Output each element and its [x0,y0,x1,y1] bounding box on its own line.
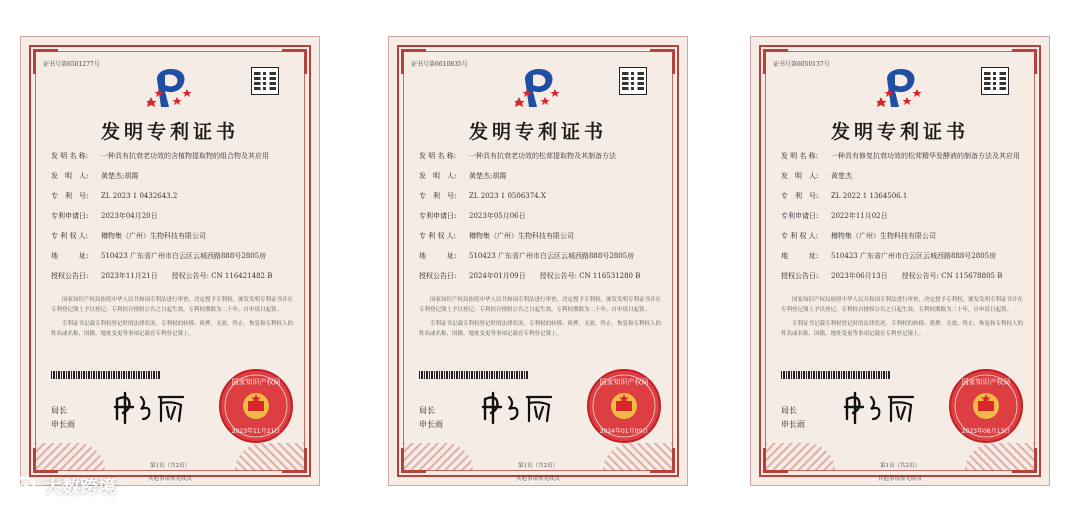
field-row [419,151,667,161]
patent-certificate [20,36,320,486]
body-paragraph: 国家知识产权局依照中华人民共和国专利法进行审查，决定授予专利权，颁发发明专利证书并在专利登记簿上予以登记。专利权自授权公告之日起生效。专利权期限为二十年，自申请日起算。 [51,297,294,313]
field-label: 专利申请日: [781,212,819,220]
field-value: 2022年11月02日 [831,212,888,220]
certificate-fields [419,151,667,291]
body-paragraph: 国家知识产权局依照中华人民共和国专利法进行审查，决定授予专利权，颁发发明专利证书并在专利登记簿上予以登记。专利权自授权公告之日起生效。专利权期限为二十年，自申请日起算。 [419,297,662,313]
field-label: 地 址: [419,252,457,260]
corner-ornament [1012,49,1037,74]
field-label: 专 利 权 人: [419,232,457,240]
field-row [419,211,667,221]
body-paragraph: 专利证书记载专利权登记时的法律状况。专利权的转移、质押、无效、终止、恢复和专利权人的姓名或名称、国籍、地址变更等事项记载在专利登记簿上。 [419,321,662,337]
certificate-title: 发明专利证书 [830,121,969,143]
field-row [781,191,1029,201]
director-signature [843,389,919,425]
field-row [419,271,667,281]
field-row [51,211,299,221]
field-value: ZL 2022 1 1364506.1 [831,192,908,200]
field-value: 一种具有修复抗衰功效的松茸精华发酵液的制备方法及其应用 [831,152,1020,160]
page-number: 第1页（共2页） [880,463,920,469]
field-label: 专 利 权 人: [781,232,819,240]
field-value: 510423 广东省广州市白云区云城西路888号2805房 [831,252,997,260]
certificate-number: 证书号第6050137号 [773,61,830,68]
field-value: 樽物集（广州）生物科技有限公司 [469,232,574,240]
footer-note: 其他事项参见续页 [147,476,192,482]
field-row [51,151,299,161]
director-title: 局长 [51,406,67,415]
certificate-title: 发明专利证书 [100,121,239,143]
field-label: 授权公告日: [51,272,89,280]
field-label: 发 明 人: [781,172,819,180]
certificate-fields [781,151,1029,291]
svg-text:国家知识产权局: 国家知识产权局 [599,378,649,386]
body-paragraph: 专利证书记载专利权登记时的法律状况。专利权的转移、质押、无效、终止、恢复和专利权人的姓名或名称、国籍、地址变更等事项记载在专利登记簿上。 [781,321,1024,337]
patent-certificate [388,36,688,486]
field-value: 510423 广东省广州市白云区云城西路888号2805房 [469,252,635,260]
svg-text:国家知识产权局: 国家知识产权局 [231,378,281,386]
certificate-fields [51,151,299,291]
director-name: 申长雨 [781,420,805,429]
cnipa-emblem-icon [147,63,195,111]
field-value: 樽物集（广州）生物科技有限公司 [831,232,936,240]
field-value: 2023年05月06日 [469,212,526,220]
field-label: 授权公告日: [419,272,457,280]
page-number: 第1页（共2页） [150,463,190,469]
field-row [781,171,1029,181]
field-value: ZL 2023 1 0506374.X [469,192,546,200]
field-value: 一种具有抗衰老功效的松茸提取物及其制备方法 [469,152,616,160]
field-row [419,251,667,261]
barcode [51,371,161,379]
director-title: 局长 [419,406,435,415]
official-seal [217,367,295,445]
certificate-body [51,295,297,343]
official-seal [947,367,1025,445]
field-row [781,151,1029,161]
footer-note: 其他事项参见续页 [877,476,922,482]
field-row [51,191,299,201]
field-label: 专利申请日: [419,212,457,220]
field-label: 专 利 权 人: [51,232,89,240]
field-label: 专利申请日: [51,212,89,220]
svg-text:2024年01月09日: 2024年01月09日 [599,428,649,435]
patent-certificate [750,36,1050,486]
certificate-number: 证书号第6501277号 [43,61,100,68]
director-title: 局长 [781,406,797,415]
director-name: 申长雨 [419,420,443,429]
field-row [781,271,1029,281]
barcode [781,371,891,379]
field-row [781,251,1029,261]
page-number: 第1页（共2页） [518,463,558,469]
field-value: 黄楚杰 [831,172,852,180]
field-row [51,271,299,281]
svg-text:2023年11月21日: 2023年11月21日 [231,428,281,435]
field-value: ZL 2023 1 0432643.2 [101,192,178,200]
director-signature [481,389,557,425]
body-paragraph: 专利证书记载专利权登记时的法律状况。专利权的转移、质押、无效、终止、恢复和专利权人的姓名或名称、国籍、地址变更等事项记载在专利登记簿上。 [51,321,294,337]
field-value: 2024年01月09日 授权公告号: CN 116531280 B [469,272,641,280]
field-value: 一种具有抗衰老功效的含植物提取物的组合物及其应用 [101,152,269,160]
footer-note: 其他事项参见续页 [515,476,560,482]
certificate-number: 证书号第6610835号 [411,61,468,68]
field-value: 樽物集（广州）生物科技有限公司 [101,232,206,240]
field-label: 授权公告日: [781,272,819,280]
director-signature [113,389,189,425]
field-value: 510423 广东省广州市白云区云城西路888号2805房 [101,252,267,260]
field-row [781,231,1029,241]
field-label: 发 明 名 称: [781,152,819,160]
director-name: 申长雨 [51,420,75,429]
field-label: 发 明 名 称: [419,152,457,160]
body-paragraph: 国家知识产权局依照中华人民共和国专利法进行审查，决定授予专利权，颁发发明专利证书并在专利登记簿上予以登记。专利权自授权公告之日起生效。专利权期限为二十年，自申请日起算。 [781,297,1024,313]
svg-text:国家知识产权局: 国家知识产权局 [961,378,1011,386]
barcode [419,371,529,379]
certificate-body [781,295,1027,343]
field-label: 发 明 人: [419,172,457,180]
field-value: 2023年04月20日 [101,212,158,220]
field-row [419,191,667,201]
official-seal [585,367,663,445]
brand-logo-icon [8,474,38,498]
svg-text:2023年06月13日: 2023年06月13日 [961,428,1011,435]
field-label: 专 利 号: [51,192,89,200]
field-value: 2023年06月13日 授权公告号: CN 115678805 B [831,272,1003,280]
field-label: 发 明 名 称: [51,152,89,160]
field-value: 黄楚杰;胡霞 [101,172,139,180]
field-value: 黄楚杰;胡霞 [469,172,507,180]
field-label: 发 明 人: [51,172,89,180]
field-label: 地 址: [51,252,89,260]
field-row [51,171,299,181]
brand-watermark [8,472,116,500]
qr-code [619,67,647,95]
corner-ornament [282,49,307,74]
certificate-body [419,295,665,343]
brand-name: 大数跨境 [44,477,116,498]
field-row [51,231,299,241]
field-label: 专 利 号: [781,192,819,200]
field-row [419,231,667,241]
qr-code [981,67,1009,95]
cnipa-emblem-icon [877,63,925,111]
field-label: 专 利 号: [419,192,457,200]
field-value: 2023年11月21日 授权公告号: CN 116421482 B [101,272,273,280]
corner-ornament [650,49,675,74]
certificate-title: 发明专利证书 [468,121,607,143]
field-label: 地 址: [781,252,819,260]
field-row [781,211,1029,221]
qr-code [251,67,279,95]
field-row [51,251,299,261]
field-row [419,171,667,181]
cnipa-emblem-icon [515,63,563,111]
